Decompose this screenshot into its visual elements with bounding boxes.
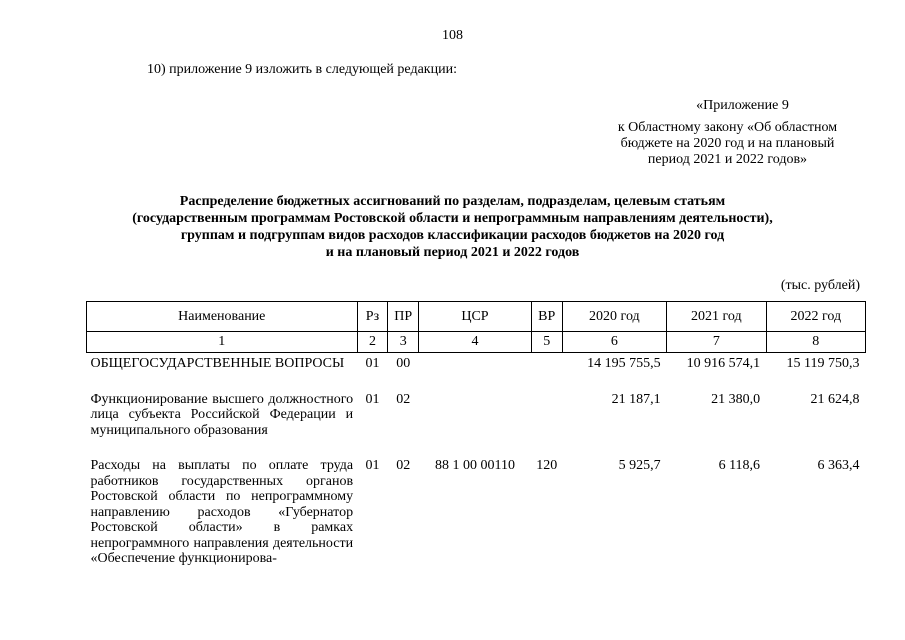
row-spacer <box>87 372 866 389</box>
document-title <box>90 193 815 261</box>
row-2020: 5 925,7 <box>618 458 661 473</box>
row-vr: 120 <box>536 458 558 473</box>
table-row <box>87 455 866 567</box>
units-label: (тыс. рублей) <box>780 278 860 293</box>
appendix-reference <box>600 98 855 168</box>
header-2021: 2021 год <box>667 302 766 332</box>
column-number: 7 <box>667 332 766 353</box>
row-2020: 14 195 755,5 <box>587 356 661 371</box>
row-2020: 21 187,1 <box>611 391 661 407</box>
header-pr: ПР <box>388 302 419 332</box>
header-vr: ВР <box>531 302 562 332</box>
title-line-4: и на плановый период 2021 и 2022 годов <box>325 245 580 260</box>
title-line-1: Распределение бюджетных ассигнований по разделам, подразделам, целевым статьям <box>179 194 726 209</box>
page-number: 108 <box>442 28 463 43</box>
row-name: ОБЩЕГОСУДАРСТВЕННЫЕ ВОПРОСЫ <box>90 356 345 371</box>
table-row <box>87 353 866 372</box>
column-number: 4 <box>419 332 532 353</box>
row-pr: 00 <box>396 356 411 371</box>
row-pr: 02 <box>396 391 411 407</box>
row-2021: 10 916 574,1 <box>686 356 761 371</box>
row-vr <box>531 389 562 439</box>
column-number: 3 <box>388 332 419 353</box>
row-csr <box>419 353 532 372</box>
column-number: 2 <box>357 332 388 353</box>
header-2020: 2020 год <box>562 302 667 332</box>
row-csr <box>419 389 532 439</box>
row-pr: 02 <box>396 458 411 473</box>
row-vr <box>531 353 562 372</box>
appendix-label: «Приложение 9 <box>696 98 789 113</box>
header-row <box>87 302 866 332</box>
column-number-row <box>87 332 866 353</box>
budget-table <box>86 301 866 567</box>
row-spacer <box>87 438 866 455</box>
appendix-law-reference: к Областному закону «Об областном бюджете на 2020 год и на плановый период 2021 и 2022 годов» <box>617 120 838 167</box>
row-2022: 21 624,8 <box>810 391 860 407</box>
row-2021: 6 118,6 <box>718 458 761 473</box>
header-csr: ЦСР <box>419 302 532 332</box>
intro-text: 10) приложение 9 изложить в следующей редакции: <box>147 62 457 77</box>
header-rz: Рз <box>357 302 388 332</box>
row-rz: 01 <box>365 356 380 371</box>
row-rz: 01 <box>365 458 380 473</box>
row-2022: 6 363,4 <box>817 458 860 473</box>
column-number: 5 <box>531 332 562 353</box>
column-number: 8 <box>766 332 865 353</box>
column-number: 6 <box>562 332 667 353</box>
header-2022: 2022 год <box>766 302 865 332</box>
row-csr: 88 1 00 00110 <box>434 458 515 473</box>
column-number: 1 <box>87 332 358 353</box>
title-line-3: группам и подгруппам видов расходов классификации расходов бюджетов на 2020 год <box>180 228 725 243</box>
table-row <box>87 389 866 439</box>
row-rz: 01 <box>365 391 380 407</box>
title-line-2: (государственным программам Ростовской области и непрограммным направлениям деятельности), <box>132 211 773 226</box>
row-name: Расходы на выплаты по оплате труда работников государственных органов Ростовской области по непрограммному направлению расходов «Губернатор Ростовской области» в рамках непрограммного направления деятельности «Обеспечение функционирова- <box>90 458 354 566</box>
row-2022: 15 119 750,3 <box>786 356 860 371</box>
header-name: Наименование <box>87 302 358 332</box>
row-2021: 21 380,0 <box>711 391 761 407</box>
row-name: Функционирование высшего должностного лица субъекта Российской Федерации и муниципального образования <box>90 391 354 438</box>
